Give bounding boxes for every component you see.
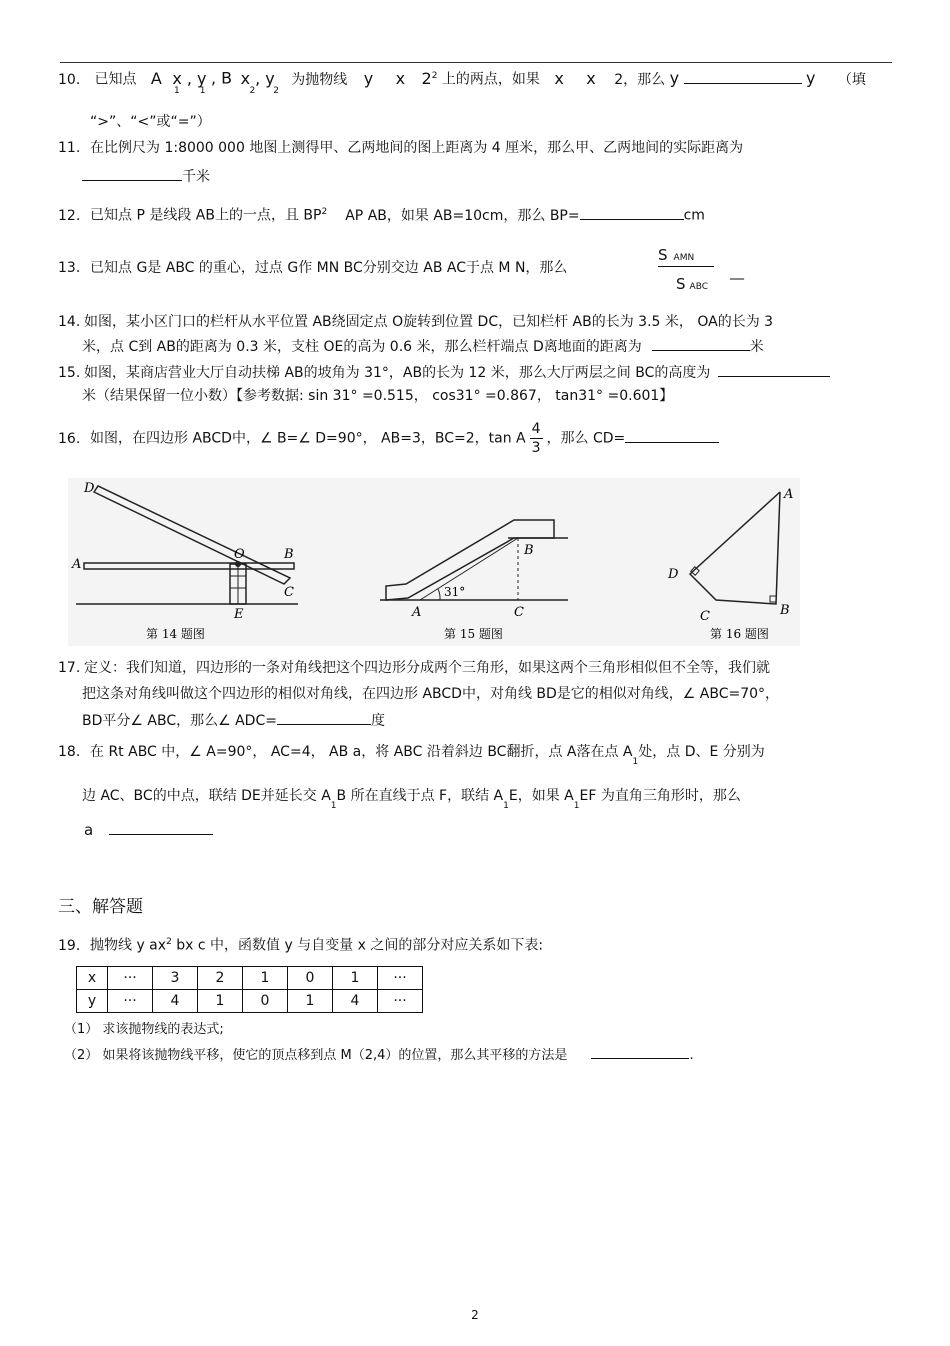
q11-answer-blank[interactable] [82,164,182,181]
fig15-label: C [514,605,524,620]
fig14-label: D [84,481,95,496]
q19-answer-blank[interactable] [591,1042,689,1059]
question-11: 11. 在比例尺为 1:8000 000 地图上测得甲、乙两地间的图上距离为 4 厘米，那么甲、乙两地间的实际距离为 [58,140,744,156]
question-18: 18. 在 Rt ABC 中，∠ A=90°， AC=4， AB a，将 ABC 沿着斜边 BC翻折，点 A落在点 $A_1$处，点 D、E 分别为 [58,744,765,767]
table-cell: 1 [333,967,378,990]
q17-line2: 把这条对角线叫做这个四边形的相似对角线，在四边形 ABCD中，对角线 BD是它的相似对角线，∠ ABC=70°， [82,686,780,702]
q14-answer-blank[interactable] [652,334,750,351]
table-cell: 1 [198,990,243,1013]
page-number: 2 [471,1308,479,1322]
q13-fraction: SAMN SABC [658,246,714,293]
q10-x1: x [554,68,564,88]
table-cell: 1 [288,990,333,1013]
fig15-caption: 第 15 题图 [444,627,503,641]
q18-line3: a [84,818,892,843]
q11-text: 在比例尺为 1:8000 000 地图上测得甲、乙两地间的图上距离为 4 厘米，那么甲、乙两地间的实际距离为 [90,140,744,156]
table-cell: ··· [378,967,423,990]
q10-coord-b: x , y [240,68,275,88]
fig16-right-angle-b [770,596,776,602]
q16-answer-blank[interactable] [625,426,719,443]
q12-answer-blank[interactable] [580,203,684,220]
table-cell: 2 [198,967,243,990]
question-15: 15. 如图，某商店营业大厅自动扶梯 AB的坡角为 31°，AB的长为 12 米，那么大厅两层之间 BC的高度为 [58,360,892,385]
q10-text: （填 [837,71,866,88]
table-cell: 4 [153,990,198,1013]
q10-point-a: A [150,68,162,88]
fig15-label: B [524,543,534,558]
q10-text: 已知点 [94,71,137,88]
q15-answer-blank[interactable] [718,360,830,377]
fig16-label: D [668,567,679,582]
fig15-label: A [412,605,422,620]
table-cell: 0 [243,990,288,1013]
fig16-caption: 第 16 题图 [710,627,769,641]
table-row-y [77,990,423,1013]
table-cell: ··· [108,967,153,990]
question-17: 17. 定义：我们知道，四边形的一条对角线把这个四边形分成两个三角形，如果这两个三角形相似但不全等，我们就 [58,660,770,676]
q10-line2: “>”、“<”或“=”） [90,114,211,130]
q10-y: y [363,68,374,88]
value-table [76,966,423,1013]
table-cell: y [77,990,108,1013]
fig15-angle-arc [438,589,440,600]
question-13: 13. 已知点 G是 ABC 的重心，过点 G作 MN BC分别交边 AB AC于点 M N，那么 [58,260,568,276]
q10-text: 为抛物线 [291,71,348,88]
q11-line2: 千米 [82,164,892,189]
q10-x2: x [586,68,596,88]
q19-part1: （1） 求该抛物线的表达式; [64,1022,224,1037]
q10-const: 2 [421,68,432,88]
q17-answer-blank[interactable] [277,708,371,725]
q10-subscripts: 1 1 2 2 [174,86,279,96]
fig14-caption: 第 14 题图 [146,627,205,641]
q10-text: 2，那么 [614,71,666,88]
table-cell: x [77,967,108,990]
figure-16 [667,487,793,641]
q10-point-b: , B [210,68,233,88]
table-cell: 4 [333,990,378,1013]
fig15-escalator [386,520,554,600]
q18-line2: 边 AC、BC的中点，联结 DE并延长交 $A_1B$ 所在直线于点 F，联结 $A_1E$，如果 $A_1EF$ 为直角三角形时，那么 [82,788,741,811]
q15-line2: 米（结果保留一位小数）【参考数据: sin 31° =0.515， cos31° =0.867， tan31° =0.601】 [82,388,674,404]
table-cell: ··· [108,990,153,1013]
q10-y2: y [805,68,816,88]
question-14: 14. 如图，某小区门口的栏杆从水平位置 AB绕固定点 O旋转到位置 DC，已知栏杆 AB的长为 3.5 米， OA的长为 3 [58,314,774,330]
figures-svg [68,478,800,646]
q16-fraction: $\frac{4}{3}$ [531,421,541,456]
fig15-angle-label: 31° [444,585,466,599]
q14-line2: 米，点 C到 AB的距离为 0.3 米，支柱 OE的高为 0.6 米，那么栏杆端点 D离地面的距离为 米 [82,334,892,359]
question-16: 16. 如图，在四边形 ABCD中，∠ B=∠ D=90°， AB=3，BC=2，tan A $\frac{4}{3}$ ，那么 CD= [58,420,892,457]
q17-line3: BD平分∠ ABC，那么∠ ADC= 度 [82,708,892,733]
fig16-label: A [784,487,794,502]
section-heading: 三、解答题 [58,897,143,917]
table-cell: 3 [153,967,198,990]
table-cell: 1 [243,967,288,990]
q19-part2: （2） 如果将该抛物线平移，使它的顶点移到点 M（2,4）的位置，那么其平移的方法是 . [64,1042,892,1068]
fig14-label: A [72,557,82,572]
header-rule [60,62,892,63]
fig14-label: E [234,607,244,622]
q10-y1: y [669,68,680,88]
q10-answer-blank[interactable] [684,67,802,84]
q13-answer-blank[interactable]: __ [730,264,744,280]
figures-panel [68,478,800,646]
fig16-label: B [780,603,790,618]
figure-14 [71,481,298,641]
fig16-quad [690,492,780,604]
q10-text: 上的两点，如果 [441,71,540,88]
fig14-label: B [284,547,294,562]
fig14-label: O [234,547,245,562]
q18-answer-blank[interactable] [109,818,213,835]
q10-coord-a: x , y [172,68,207,88]
fig16-label: C [700,609,710,624]
question-19: 19. 抛物线 y $ax^2$ bx c 中，函数值 y 与自变量 x 之间的部分对应关系如下表: [58,937,544,954]
fig14-bar-ab [84,563,294,569]
figure-15 [380,520,568,641]
table-cell: 0 [288,967,333,990]
q10-x: x [395,68,406,88]
q10-exponent: 2 [431,71,438,81]
fig16-right-angle-d [691,567,699,575]
table-cell: ··· [378,990,423,1013]
fig14-label: C [284,585,294,600]
question-number: 10. [58,71,81,88]
table-row-x [77,967,423,990]
question-12: 12. 已知点 P 是线段 AB上的一点，且 $BP^2$ AP AB，如果 AB=10cm，那么 BP= cm [58,200,892,228]
